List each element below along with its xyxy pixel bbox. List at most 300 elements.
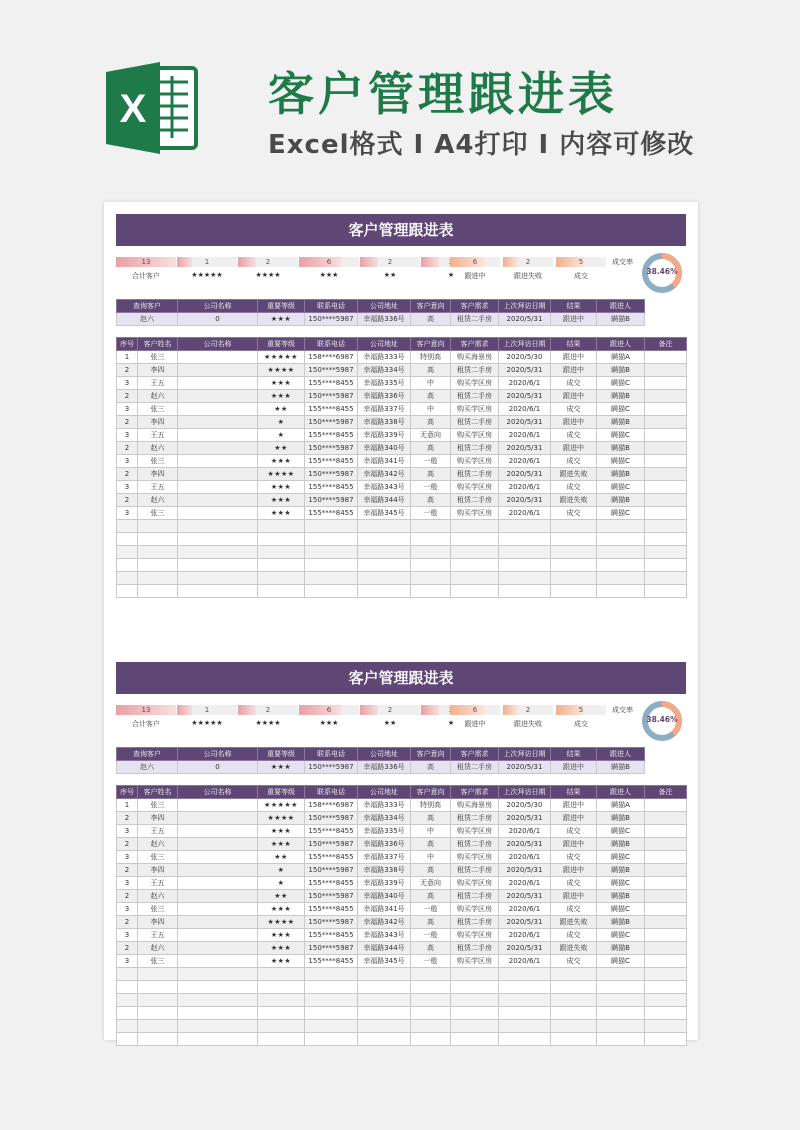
stat-bar [299, 257, 359, 267]
table-cell: 高 [411, 416, 451, 429]
table-cell: 瞒猫B [597, 416, 645, 429]
table-cell: 无意向 [411, 429, 451, 442]
table-cell [645, 864, 687, 877]
table-cell: 王五 [138, 481, 178, 494]
stat-value: 2 [525, 706, 531, 714]
table-cell-empty [597, 559, 645, 572]
query-header-cell: 公司名称 [178, 300, 258, 313]
table-cell: 瞒猫C [597, 403, 645, 416]
table-cell: 155****8455 [305, 481, 358, 494]
stat-value: 13 [141, 706, 151, 714]
table-cell-empty [597, 1007, 645, 1020]
table-cell: 幸福路333号 [358, 799, 411, 812]
table-cell-empty [597, 968, 645, 981]
table-cell: 张三 [138, 903, 178, 916]
table-cell [178, 890, 258, 903]
table-cell-empty [645, 585, 687, 598]
table-cell: 3 [117, 455, 138, 468]
stat-value: 1 [204, 258, 210, 266]
query-cell: 跟进中 [551, 761, 597, 774]
table-cell: 成交 [551, 429, 597, 442]
table-cell: 2 [117, 468, 138, 481]
table-cell-empty [138, 546, 178, 559]
table-cell [645, 838, 687, 851]
stat-bar [450, 257, 500, 267]
table-cell: 李四 [138, 416, 178, 429]
stat-label: ★★★ [319, 271, 339, 279]
table-cell-empty [305, 981, 358, 994]
table-cell-empty [411, 1007, 451, 1020]
close-rate-label: 成交率 [612, 706, 633, 714]
table-cell-empty [499, 1007, 551, 1020]
table-header-cell: 客户姓名 [138, 786, 178, 799]
table-row [117, 955, 687, 968]
table-cell-empty [178, 533, 258, 546]
table-cell: 2 [117, 864, 138, 877]
table-cell-empty [138, 585, 178, 598]
table-cell: 2 [117, 416, 138, 429]
table-header-cell: 结果 [551, 338, 597, 351]
table-cell-empty [258, 968, 305, 981]
table-cell-empty [597, 585, 645, 598]
table-cell [178, 799, 258, 812]
table-cell: 王五 [138, 877, 178, 890]
stat-label: ★★★★★ [191, 719, 223, 727]
table-cell: 瞒猫B [597, 390, 645, 403]
table-row [117, 890, 687, 903]
query-cell: 赵六 [117, 761, 178, 774]
stat-bar [503, 257, 553, 267]
table-cell: 高 [411, 494, 451, 507]
table-row [117, 351, 687, 364]
close-rate-value: 38.46% [646, 267, 678, 276]
table-cell-empty [551, 572, 597, 585]
table-cell: 150****5987 [305, 864, 358, 877]
table-cell: 跟进失败 [551, 494, 597, 507]
table-cell [645, 851, 687, 864]
table-cell: 购买学区房 [451, 825, 499, 838]
table-cell: 150****5987 [305, 838, 358, 851]
query-header-cell: 客户需求 [451, 748, 499, 761]
table-cell [178, 903, 258, 916]
stat-bar [556, 705, 606, 715]
table-cell: 中 [411, 851, 451, 864]
table-cell-empty [499, 572, 551, 585]
table-cell: 3 [117, 403, 138, 416]
table-cell: 购买学区房 [451, 929, 499, 942]
query-header-cell: 跟进人 [597, 300, 645, 313]
table-cell: 张三 [138, 455, 178, 468]
table-cell-empty [138, 572, 178, 585]
table-cell: 瞒猫C [597, 955, 645, 968]
table-cell: 2 [117, 916, 138, 929]
table-cell: 成交 [551, 403, 597, 416]
table-cell: 一般 [411, 929, 451, 942]
table-cell: 3 [117, 877, 138, 890]
table-cell-empty [178, 559, 258, 572]
table-row [117, 812, 687, 825]
query-header-cell: 结果 [551, 300, 597, 313]
table-row-empty [117, 1007, 687, 1020]
stat-bar [177, 257, 237, 267]
table-cell: 幸福路343号 [358, 929, 411, 942]
table-cell: 2 [117, 494, 138, 507]
table-cell: 2020/6/1 [499, 455, 551, 468]
table-cell: 3 [117, 851, 138, 864]
table-cell: 成交 [551, 903, 597, 916]
table-cell: 幸福路342号 [358, 916, 411, 929]
stat-label: ★ [447, 719, 455, 727]
table-cell-empty [551, 585, 597, 598]
stat-item [238, 705, 298, 727]
table-cell [645, 442, 687, 455]
table-cell: 幸福路337号 [358, 403, 411, 416]
table-cell: 幸福路342号 [358, 468, 411, 481]
table-cell [645, 812, 687, 825]
table-cell: 158****6987 [305, 799, 358, 812]
table-cell-empty [138, 1007, 178, 1020]
query-cell: 2020/5/31 [499, 313, 551, 326]
table-cell [178, 442, 258, 455]
table-cell-empty [645, 520, 687, 533]
table-cell [178, 429, 258, 442]
table-cell: 成交 [551, 481, 597, 494]
table-cell: 王五 [138, 825, 178, 838]
stat-item [360, 705, 420, 727]
stat-label: 合计客户 [132, 272, 160, 280]
table-cell-empty [117, 533, 138, 546]
table-cell-empty [645, 559, 687, 572]
table-cell: 购买学区房 [451, 481, 499, 494]
table-cell: 2 [117, 942, 138, 955]
table-cell: 租赁二手房 [451, 812, 499, 825]
stat-value: 2 [387, 258, 393, 266]
table-cell: 幸福路336号 [358, 838, 411, 851]
table-cell-empty [451, 585, 499, 598]
table-cell: 瞒猫B [597, 890, 645, 903]
table-cell: 跟进中 [551, 838, 597, 851]
table-cell-empty [499, 968, 551, 981]
table-cell: 瞒猫B [597, 468, 645, 481]
table-cell [645, 390, 687, 403]
table-cell: 2020/5/31 [499, 812, 551, 825]
sheet-title: 客户管理跟进表 [116, 214, 686, 246]
query-cell: 0 [178, 761, 258, 774]
table-row [117, 942, 687, 955]
table-cell: 瞒猫B [597, 916, 645, 929]
stat-label: 跟进中 [464, 720, 486, 728]
table-cell: 150****5987 [305, 416, 358, 429]
table-cell-empty [358, 1033, 411, 1046]
table-cell: 幸福路341号 [358, 903, 411, 916]
stat-label: 跟进中 [464, 272, 486, 280]
query-cell: 高 [411, 313, 451, 326]
stat-item [503, 705, 553, 729]
table-cell: 购买学区房 [451, 877, 499, 890]
table-cell: 2 [117, 838, 138, 851]
stat-bar [556, 257, 606, 267]
table-cell: 租赁二手房 [451, 942, 499, 955]
table-row [117, 877, 687, 890]
table-cell-empty [138, 520, 178, 533]
table-cell: 2020/5/31 [499, 942, 551, 955]
table-cell-empty [597, 546, 645, 559]
table-cell-empty [117, 572, 138, 585]
table-cell-empty [358, 1007, 411, 1020]
table-cell: 幸福路339号 [358, 429, 411, 442]
table-cell: 150****5987 [305, 890, 358, 903]
table-cell-empty [178, 1007, 258, 1020]
stat-item [299, 705, 359, 727]
table-cell-empty [305, 994, 358, 1007]
table-cell [178, 416, 258, 429]
table-cell: 155****8455 [305, 429, 358, 442]
table-cell: 2020/5/31 [499, 442, 551, 455]
table-cell [645, 364, 687, 377]
table-header-cell: 序号 [117, 786, 138, 799]
table-cell: ★ [258, 416, 305, 429]
table-cell-empty [411, 546, 451, 559]
table-cell-empty [597, 1033, 645, 1046]
table-cell: 3 [117, 955, 138, 968]
table-cell-empty [258, 520, 305, 533]
table-cell [645, 351, 687, 364]
table-cell: 瞒猫C [597, 377, 645, 390]
table-cell-empty [411, 533, 451, 546]
table-cell: 租赁二手房 [451, 494, 499, 507]
table-cell: 成交 [551, 507, 597, 520]
table-cell-empty [305, 572, 358, 585]
table-header-cell: 上次拜访日期 [499, 338, 551, 351]
stat-value: 2 [265, 706, 271, 714]
table-header-cell: 联系电话 [305, 786, 358, 799]
table-cell: 跟进失败 [551, 916, 597, 929]
stat-item [556, 257, 606, 281]
table-cell: 张三 [138, 799, 178, 812]
query-table [116, 747, 645, 774]
table-cell: 幸福路333号 [358, 351, 411, 364]
table-header-cell: 跟进人 [597, 338, 645, 351]
table-row [117, 429, 687, 442]
table-row [117, 403, 687, 416]
table-cell: ★★★ [258, 838, 305, 851]
table-cell-empty [305, 1033, 358, 1046]
table-cell: 一般 [411, 507, 451, 520]
table-cell: 租赁二手房 [451, 442, 499, 455]
stat-bar [360, 257, 420, 267]
table-cell: 2020/5/31 [499, 416, 551, 429]
table-cell [645, 890, 687, 903]
query-header-cell: 联系电话 [305, 748, 358, 761]
table-cell: 特别高 [411, 799, 451, 812]
query-cell: 2020/5/31 [499, 761, 551, 774]
table-row-empty [117, 1020, 687, 1033]
table-row [117, 916, 687, 929]
table-cell-empty [411, 968, 451, 981]
table-header-cell: 公司地址 [358, 338, 411, 351]
query-header-cell: 公司名称 [178, 748, 258, 761]
table-row [117, 929, 687, 942]
table-cell-empty [258, 559, 305, 572]
table-cell: 1 [117, 799, 138, 812]
table-cell-empty [551, 546, 597, 559]
table-cell-empty [258, 1007, 305, 1020]
table-cell [178, 468, 258, 481]
table-cell: 幸福路337号 [358, 851, 411, 864]
table-cell-empty [178, 572, 258, 585]
page-title: 客户管理跟进表 [268, 67, 618, 121]
stat-item [299, 257, 359, 279]
table-cell: 150****5987 [305, 494, 358, 507]
table-cell: 155****8455 [305, 455, 358, 468]
customer-table [116, 785, 687, 1046]
table-cell-empty [597, 533, 645, 546]
table-cell: 瞒猫B [597, 838, 645, 851]
query-cell: 150****5987 [305, 761, 358, 774]
table-cell-empty [499, 533, 551, 546]
query-header-cell: 客户需求 [451, 300, 499, 313]
table-cell: 瞒猫B [597, 442, 645, 455]
table-cell: ★★★ [258, 494, 305, 507]
table-cell: 购买海景房 [451, 351, 499, 364]
table-cell-empty [597, 1020, 645, 1033]
stat-bar [177, 705, 237, 715]
table-cell: 张三 [138, 851, 178, 864]
table-cell-empty [451, 1020, 499, 1033]
table-header-cell: 客户姓名 [138, 338, 178, 351]
paper-sheet [104, 202, 698, 1040]
table-cell: ★★★ [258, 481, 305, 494]
table-cell: 瞒猫C [597, 429, 645, 442]
query-cell: 150****5987 [305, 313, 358, 326]
table-cell: 2 [117, 364, 138, 377]
table-row [117, 364, 687, 377]
table-cell-empty [358, 968, 411, 981]
table-header-cell: 上次拜访日期 [499, 786, 551, 799]
table-row-empty [117, 559, 687, 572]
table-header-cell: 公司名称 [178, 786, 258, 799]
stat-bar [238, 257, 298, 267]
table-cell-empty [138, 1033, 178, 1046]
table-cell: 瞒猫C [597, 507, 645, 520]
table-cell: ★★★★ [258, 468, 305, 481]
table-cell: 一般 [411, 455, 451, 468]
table-header-cell: 重要等级 [258, 338, 305, 351]
table-cell: 155****8455 [305, 877, 358, 890]
table-cell: 购买学区房 [451, 403, 499, 416]
table-cell: 2 [117, 812, 138, 825]
table-row [117, 377, 687, 390]
table-row-empty [117, 572, 687, 585]
stats-strip [116, 705, 686, 747]
query-header-cell: 跟进人 [597, 748, 645, 761]
table-cell-empty [305, 533, 358, 546]
table-cell: 瞒猫C [597, 825, 645, 838]
table-cell: 跟进中 [551, 416, 597, 429]
table-cell: 155****8455 [305, 377, 358, 390]
table-header-cell: 序号 [117, 338, 138, 351]
table-cell-empty [258, 533, 305, 546]
table-cell: 高 [411, 364, 451, 377]
page-subtitle: Excel格式 I A4打印 I 内容可修改 [268, 130, 695, 160]
table-cell-empty [138, 533, 178, 546]
table-cell-empty [451, 520, 499, 533]
table-cell-empty [258, 1033, 305, 1046]
table-cell: 幸福路335号 [358, 825, 411, 838]
table-cell-empty [117, 1020, 138, 1033]
table-cell [645, 916, 687, 929]
query-header-cell: 上次拜访日期 [499, 300, 551, 313]
table-cell: 中 [411, 825, 451, 838]
table-row-empty [117, 533, 687, 546]
query-cell: 高 [411, 761, 451, 774]
table-cell: 幸福路344号 [358, 494, 411, 507]
table-cell [645, 455, 687, 468]
table-cell: ★★★ [258, 825, 305, 838]
table-cell-empty [645, 1020, 687, 1033]
table-cell: 跟进中 [551, 390, 597, 403]
table-row-empty [117, 585, 687, 598]
table-header-cell: 重要等级 [258, 786, 305, 799]
stat-value: 6 [326, 258, 332, 266]
table-cell-empty [499, 546, 551, 559]
table-row-empty [117, 520, 687, 533]
table-header-cell: 公司地址 [358, 786, 411, 799]
table-cell [178, 825, 258, 838]
table-cell: 高 [411, 838, 451, 851]
table-cell-empty [117, 546, 138, 559]
table-cell [645, 942, 687, 955]
table-cell: 租赁二手房 [451, 364, 499, 377]
excel-logo-icon [102, 58, 202, 158]
table-cell: 3 [117, 507, 138, 520]
query-cell: 幸福路336号 [358, 761, 411, 774]
query-cell: ★★★ [258, 313, 305, 326]
table-cell: 2020/6/1 [499, 903, 551, 916]
tracking-sheet-2 [116, 662, 686, 1046]
query-cell: 幸福路336号 [358, 313, 411, 326]
stat-bar [116, 705, 176, 715]
table-cell-empty [411, 559, 451, 572]
table-cell [645, 825, 687, 838]
table-cell-empty [178, 585, 258, 598]
table-cell-empty [258, 546, 305, 559]
table-cell: 幸福路336号 [358, 390, 411, 403]
table-cell [178, 942, 258, 955]
table-cell-empty [597, 994, 645, 1007]
table-cell [645, 377, 687, 390]
table-cell: 高 [411, 812, 451, 825]
table-cell-empty [645, 1007, 687, 1020]
table-cell-empty [551, 520, 597, 533]
table-cell: 购买学区房 [451, 429, 499, 442]
table-cell-empty [117, 559, 138, 572]
table-cell: ★★★★ [258, 916, 305, 929]
table-cell [178, 955, 258, 968]
table-cell: 幸福路338号 [358, 416, 411, 429]
stat-value: 6 [326, 706, 332, 714]
table-cell: 高 [411, 442, 451, 455]
table-cell: 购买学区房 [451, 955, 499, 968]
table-cell-empty [499, 994, 551, 1007]
table-cell-empty [411, 585, 451, 598]
close-rate-label: 成交率 [612, 258, 633, 266]
table-cell-empty [138, 994, 178, 1007]
table-row [117, 390, 687, 403]
table-cell: 2020/5/31 [499, 364, 551, 377]
table-cell-empty [358, 572, 411, 585]
stat-value: 5 [578, 258, 584, 266]
